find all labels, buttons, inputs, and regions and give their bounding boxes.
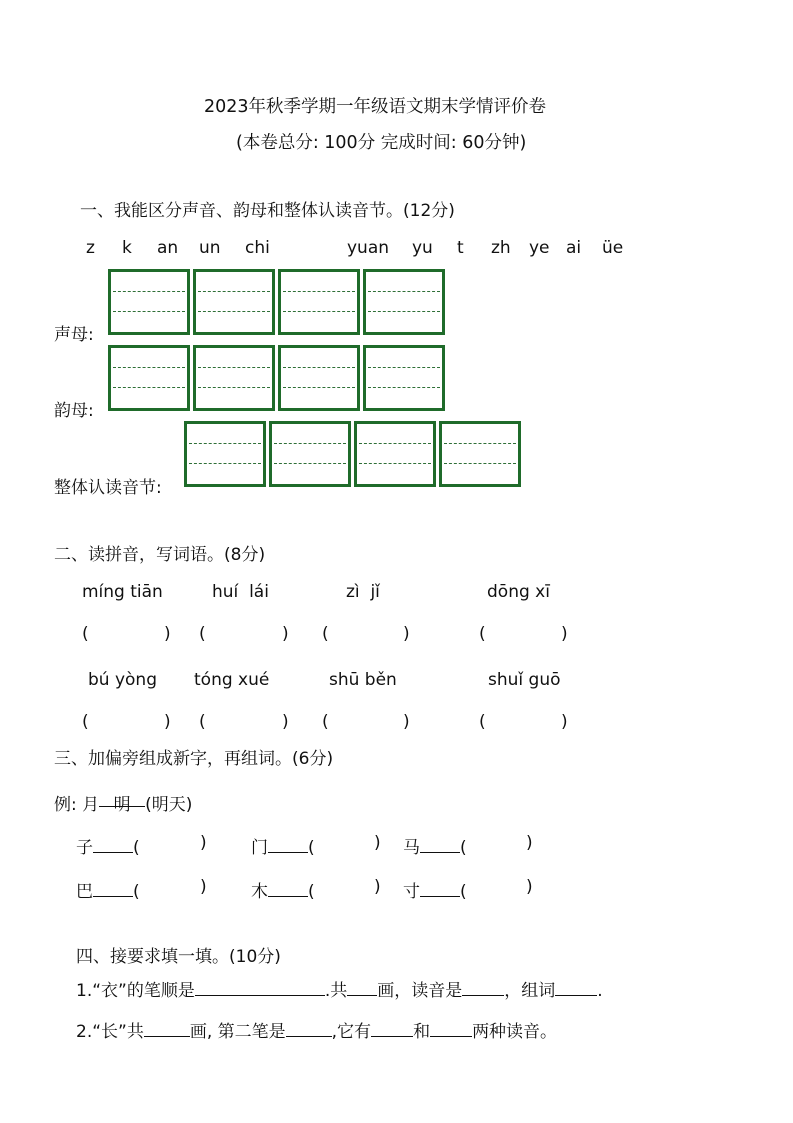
q1-text-2: .共 bbox=[324, 981, 348, 1001]
writing-grid-finals bbox=[108, 345, 448, 411]
pinyin-cell[interactable] bbox=[184, 421, 266, 487]
q1-text-3: 画，读音是 bbox=[377, 981, 463, 1001]
label-finals: 韵母: bbox=[54, 401, 94, 421]
q1-text-1: 1.“衣”的笔顺是 bbox=[76, 981, 195, 1001]
pinyin-word: shuǐ guō bbox=[488, 670, 561, 690]
paren-open: ( bbox=[133, 838, 140, 858]
paren-open: ( bbox=[82, 712, 89, 732]
example-word: (明天) bbox=[145, 795, 193, 815]
paren-open: ( bbox=[308, 882, 315, 902]
paren-close: ) bbox=[561, 712, 568, 732]
char-blank[interactable] bbox=[420, 836, 460, 853]
paren-close: ) bbox=[526, 833, 533, 853]
pinyin-cell[interactable] bbox=[108, 269, 190, 335]
radical-char: 马 bbox=[403, 838, 420, 858]
char-blank[interactable] bbox=[268, 836, 308, 853]
syllable: un bbox=[199, 238, 221, 258]
paren-close: ) bbox=[374, 833, 381, 853]
radical-item bbox=[403, 833, 467, 858]
q2-text-3: ,它有 bbox=[331, 1022, 372, 1042]
writing-grid-initials bbox=[108, 269, 448, 335]
q2-text-5: 两种读音。 bbox=[472, 1022, 558, 1042]
reading-blank-2[interactable] bbox=[430, 1020, 472, 1037]
question-2 bbox=[76, 1017, 557, 1042]
example-line bbox=[54, 790, 192, 815]
q1-text-5: . bbox=[597, 981, 603, 1001]
pinyin-cell[interactable] bbox=[278, 345, 360, 411]
radical-char: 寸 bbox=[403, 882, 420, 902]
paren-close: ) bbox=[164, 712, 171, 732]
word-blank[interactable] bbox=[555, 979, 597, 996]
paren-open: ( bbox=[133, 882, 140, 902]
syllable: ai bbox=[566, 238, 582, 258]
radical-item bbox=[76, 877, 140, 902]
paren-open: ( bbox=[199, 712, 206, 732]
pinyin-word: dōng xī bbox=[487, 582, 550, 602]
radical-char: 门 bbox=[251, 838, 268, 858]
example-char: 明 bbox=[113, 795, 131, 815]
radical-item bbox=[76, 833, 140, 858]
label-whole-syllables: 整体认读音节: bbox=[54, 478, 162, 498]
paren-open: ( bbox=[479, 624, 486, 644]
pinyin-word: tóng xué bbox=[194, 670, 270, 690]
page-title: 2023年秋季学期一年级语文期末学情评价卷 bbox=[204, 97, 547, 117]
paren-close: ) bbox=[164, 624, 171, 644]
paren-close: ) bbox=[403, 624, 410, 644]
paren-close: ) bbox=[282, 712, 289, 732]
paren-close: ) bbox=[403, 712, 410, 732]
section4-heading: 四、接要求填一填。(10分) bbox=[76, 947, 281, 967]
char-blank[interactable] bbox=[268, 880, 308, 897]
pinyin-cell[interactable] bbox=[363, 345, 445, 411]
paren-open: ( bbox=[82, 624, 89, 644]
q2-text-4: 和 bbox=[413, 1022, 431, 1042]
syllable: zh bbox=[491, 238, 511, 258]
pinyin-cell[interactable] bbox=[108, 345, 190, 411]
stroke-count-blank[interactable] bbox=[347, 979, 377, 996]
paren-open: ( bbox=[322, 712, 329, 732]
radical-item bbox=[251, 877, 315, 902]
radical-char: 木 bbox=[251, 882, 268, 902]
pinyin-cell[interactable] bbox=[363, 269, 445, 335]
syllable: z bbox=[86, 238, 95, 258]
section1-heading: 一、我能区分声音、韵母和整体认读音节。(12分) bbox=[80, 201, 455, 221]
pronunciation-blank[interactable] bbox=[462, 979, 504, 996]
pinyin-cell[interactable] bbox=[354, 421, 436, 487]
paren-open: ( bbox=[460, 882, 467, 902]
paren-close: ) bbox=[282, 624, 289, 644]
paren-open: ( bbox=[308, 838, 315, 858]
radical-char: 子 bbox=[76, 838, 93, 858]
syllable: ye bbox=[529, 238, 550, 258]
section2-heading: 二、读拼音，写词语。(8分) bbox=[54, 545, 266, 565]
pinyin-word: zì jǐ bbox=[346, 582, 380, 602]
char-blank[interactable] bbox=[93, 836, 133, 853]
q2-text-1: 2.“长”共 bbox=[76, 1022, 144, 1042]
example-blank bbox=[99, 790, 145, 815]
paren-close: ) bbox=[200, 877, 207, 897]
syllable: chi bbox=[245, 238, 270, 258]
paren-open: ( bbox=[460, 838, 467, 858]
syllable: yu bbox=[412, 238, 433, 258]
syllable: an bbox=[157, 238, 179, 258]
example-prefix: 例: 月 bbox=[54, 795, 100, 815]
pinyin-cell[interactable] bbox=[269, 421, 351, 487]
char-blank[interactable] bbox=[420, 880, 460, 897]
pinyin-cell[interactable] bbox=[193, 345, 275, 411]
pinyin-word: míng tiān bbox=[82, 582, 163, 602]
pinyin-cell[interactable] bbox=[439, 421, 521, 487]
stroke-count-blank[interactable] bbox=[144, 1020, 190, 1037]
pinyin-cell[interactable] bbox=[278, 269, 360, 335]
radical-item bbox=[403, 877, 467, 902]
syllable: yuan bbox=[347, 238, 390, 258]
paren-open: ( bbox=[479, 712, 486, 732]
question-1 bbox=[76, 976, 603, 1001]
section3-heading: 三、加偏旁组成新字，再组词。(6分) bbox=[54, 749, 334, 769]
writing-grid-whole-syllables bbox=[184, 421, 524, 487]
page-subtitle: (本卷总分: 100分 完成时间: 60分钟) bbox=[236, 133, 527, 153]
pinyin-word: shū běn bbox=[329, 670, 397, 690]
paren-close: ) bbox=[200, 833, 207, 853]
paren-open: ( bbox=[322, 624, 329, 644]
radical-char: 巴 bbox=[76, 882, 93, 902]
syllable: üe bbox=[602, 238, 624, 258]
stroke-order-blank[interactable] bbox=[195, 979, 325, 996]
pinyin-word: bú yòng bbox=[88, 670, 157, 690]
q2-text-2: 画, 第二笔是 bbox=[189, 1022, 286, 1042]
paren-open: ( bbox=[199, 624, 206, 644]
syllable: k bbox=[122, 238, 132, 258]
radical-item bbox=[251, 833, 315, 858]
pinyin-word: huí lái bbox=[212, 582, 269, 602]
label-initials: 声母: bbox=[54, 325, 94, 345]
syllable: t bbox=[457, 238, 464, 258]
paren-close: ) bbox=[374, 877, 381, 897]
paren-close: ) bbox=[526, 877, 533, 897]
q1-text-4: ，组词 bbox=[504, 981, 556, 1001]
pinyin-cell[interactable] bbox=[193, 269, 275, 335]
char-blank[interactable] bbox=[93, 880, 133, 897]
reading-blank-1[interactable] bbox=[371, 1020, 413, 1037]
paren-close: ) bbox=[561, 624, 568, 644]
second-stroke-blank[interactable] bbox=[286, 1020, 332, 1037]
